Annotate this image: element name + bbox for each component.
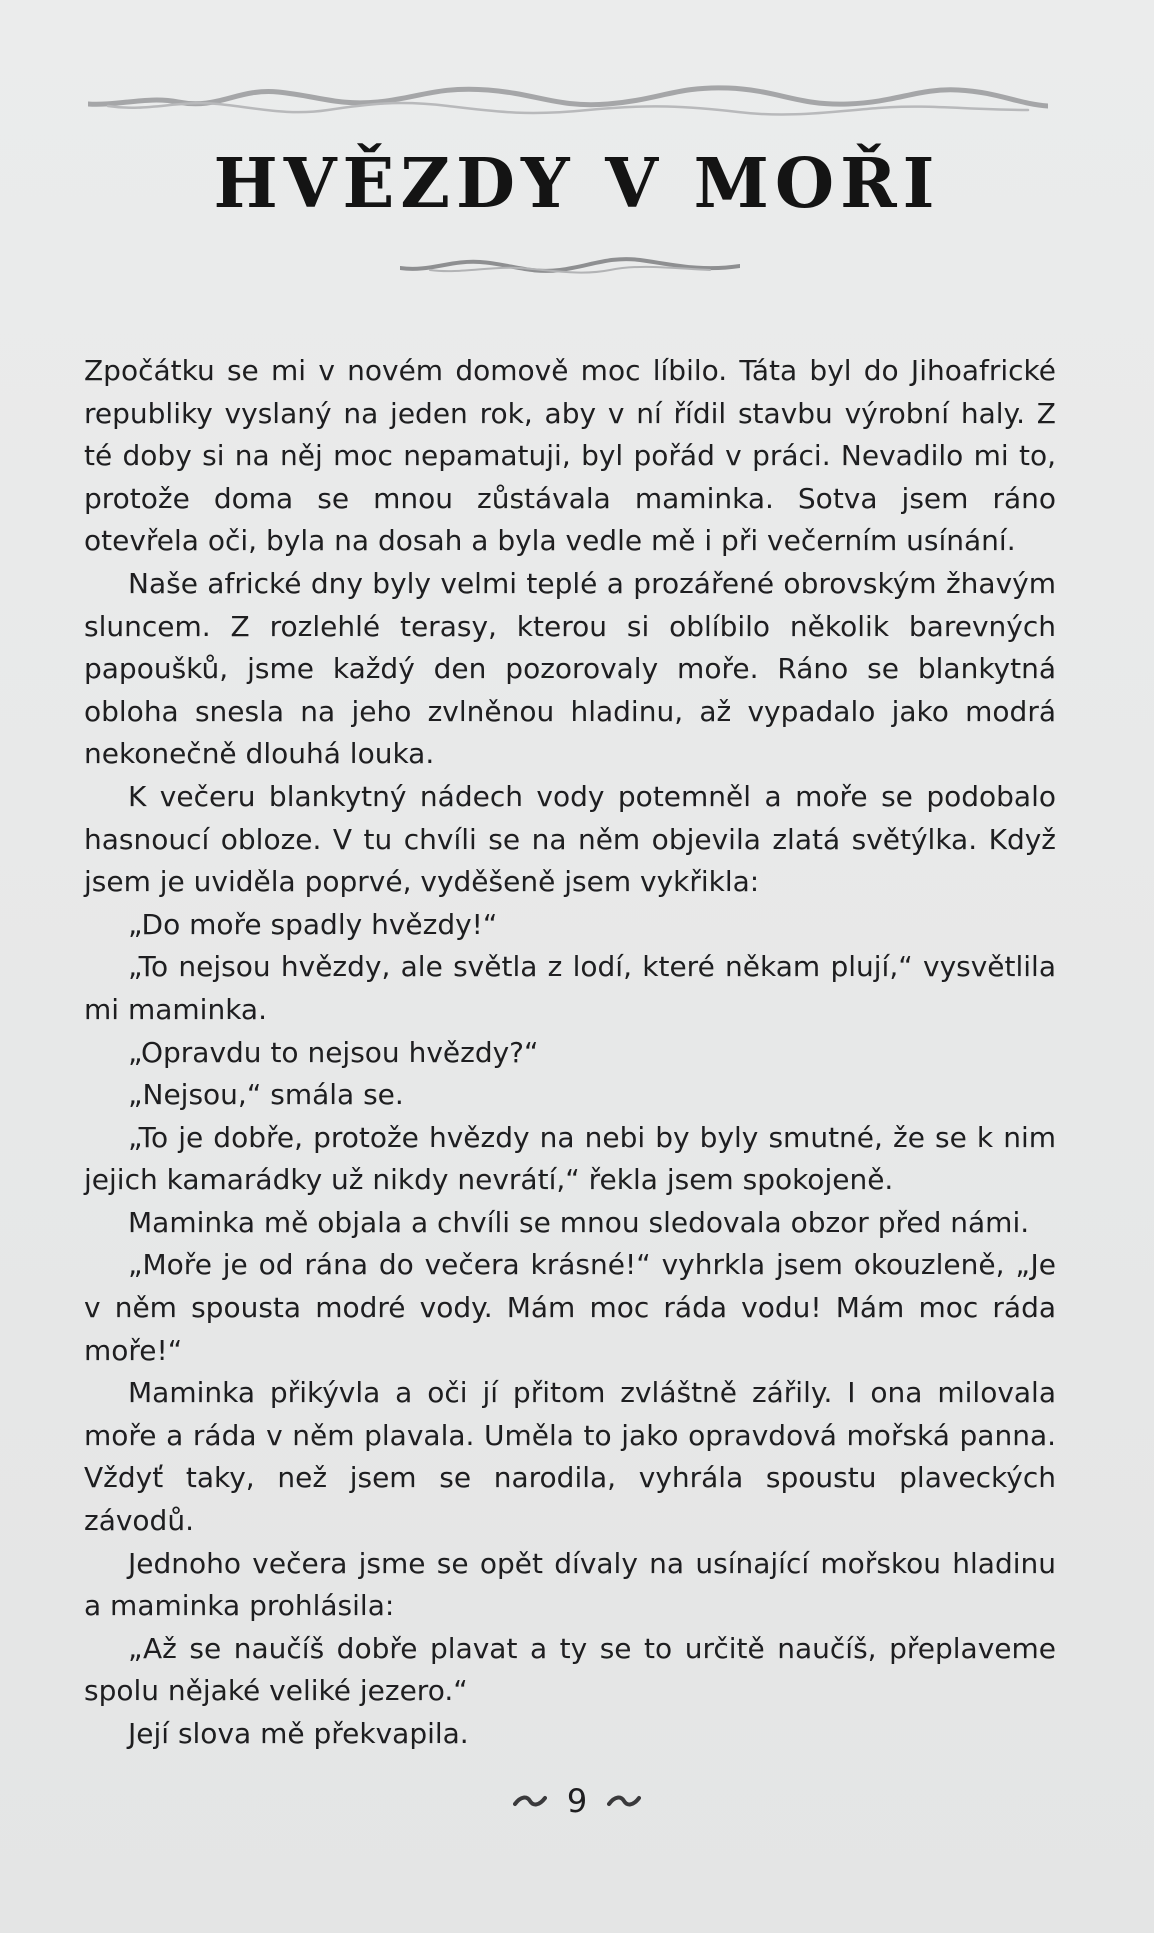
tilde-wave-icon	[513, 1793, 547, 1809]
paragraph: Naše africké dny byly velmi teplé a prozářené obrovským žhavým sluncem. Z rozlehlé terasy, kterou si oblíbilo několik barevných papoušků, jsme každý den pozorovaly moře. Ráno se blankytná obloha snesla na jeho zvlněnou hladinu, až vypadalo jako modrá nekonečně dlouhá louka.	[84, 566, 1056, 771]
dialogue-line: „Až se naučíš dobře plavat a ty se to určitě naučíš, přeplaveme spolu nějaké veliké jezero.“	[84, 1631, 1056, 1708]
wave-divider-icon	[88, 82, 1048, 132]
tilde-wave-icon	[607, 1793, 641, 1809]
wave-divider-small-icon	[400, 250, 740, 280]
dialogue-line: „To nejsou hvězdy, ale světla z lodí, které někam plují,“ vysvětlila mi maminka.	[84, 950, 1056, 1026]
dialogue-line: „Do moře spadly hvězdy!“	[128, 907, 498, 941]
paragraph: Jednoho večera jsme se opět dívaly na usínající mořskou hladinu a maminka prohlásila:	[84, 1546, 1056, 1623]
page-number: 9	[566, 1782, 588, 1820]
page-footer	[0, 1780, 1154, 1820]
chapter-text	[84, 350, 1056, 1756]
paragraph: Zpočátku se mi v novém domově moc líbilo. Táta byl do Jihoafrické republiky vyslaný na jeden rok, aby v ní řídil stavbu výrobní haly. Z té doby si na něj moc nepamatuji, byl pořád v práci. Nevadilo mi to, protože doma se mnou zůstávala maminka. Sotva jsem ráno otevřela oči, byla na dosah a byla vedle mě i při večerním usínání.	[84, 354, 1056, 558]
paragraph: Její slova mě překvapila.	[128, 1717, 469, 1750]
chapter-title: HVĚZDY V MOŘI	[213, 144, 941, 224]
dialogue-line: „Moře je od rána do večera krásné!“ vyhrkla jsem okouzleně, „Je v něm spousta modré vody. Mám moc ráda vodu! Mám moc ráda moře!“	[84, 1248, 1056, 1367]
dialogue-line: „To je dobře, protože hvězdy na nebi by byly smutné, že se k nim jejich kamarádky už nikdy nevrátí,“ řekla jsem spokojeně.	[84, 1120, 1056, 1197]
dialogue-line: „Nejsou,“ smála se.	[128, 1078, 404, 1112]
dialogue-line: „Opravdu to nejsou hvězdy?“	[128, 1035, 539, 1069]
paragraph: Maminka mě objala a chvíli se mnou sledovala obzor před námi.	[128, 1205, 1030, 1239]
paragraph: Maminka přikývla a oči jí přitom zvláštně zářily. I ona milovala moře a ráda v něm plavala. Uměla to jako opravdová mořská panna. Vždyť taky, než jsem se narodila, vyhrála spoustu plaveckých závodů.	[84, 1376, 1056, 1538]
paragraph: K večeru blankytný nádech vody potemněl a moře se podobalo hasnoucí obloze. V tu chvíli se na něm objevila zlatá světýlka. Když jsem je uviděla poprvé, vyděšeně jsem vykřikla:	[84, 779, 1056, 899]
